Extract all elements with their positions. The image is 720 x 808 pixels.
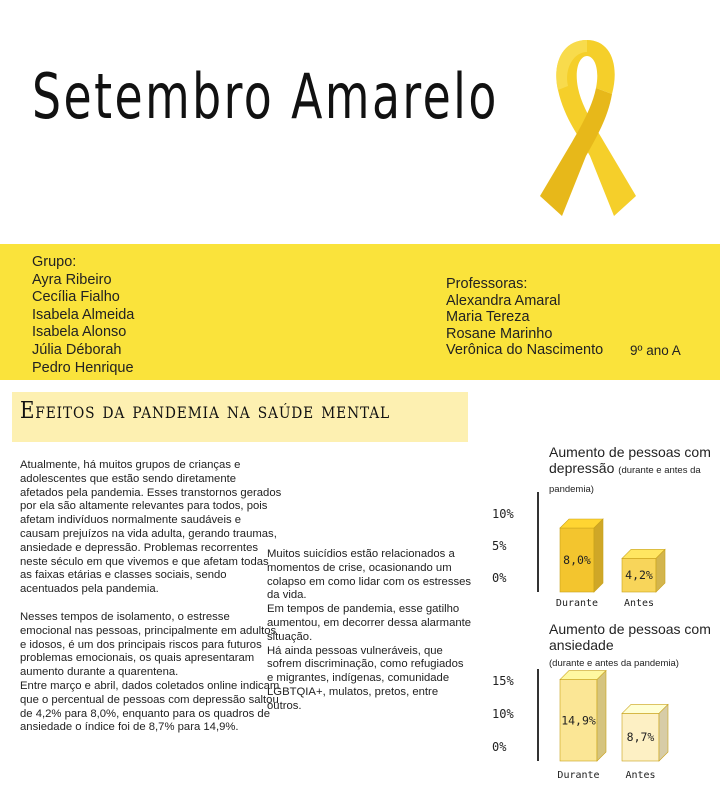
bar-value-label: 14,9% [561, 713, 596, 728]
text-column-middle [267, 548, 472, 714]
chart-note: (durante e antes da pandemia) [549, 658, 679, 669]
chart-title-text: Aumento de pessoas com depressão [549, 444, 711, 476]
teachers-label: Professoras: [446, 276, 528, 292]
paragraph: Entre março e abril, dados coletados online indicam que o percentual de pessoas com depressão saltou de 4,2% para 8,0%, enquanto para os quadros de ansiedade o índice foi de 8,7% para 14,9%. [20, 679, 280, 734]
grade-label: 9º ano A [630, 343, 681, 358]
chart-title-text: Aumento de pessoas com ansiedade [549, 621, 711, 653]
bar-value-label: 8,7% [626, 730, 655, 745]
category-label: Durante [555, 598, 599, 609]
y-tick-label: 0% [492, 740, 507, 754]
group-member: Isabela Almeida [32, 306, 135, 323]
bar-side-face [659, 704, 668, 761]
group-member: Júlia Déborah [32, 341, 122, 358]
bar-value-label: 8,0% [563, 553, 591, 567]
category-label: Durante [557, 770, 600, 781]
group-label: Grupo: [32, 254, 77, 270]
y-tick-label: 15% [492, 674, 514, 688]
group-member: Cecília Fialho [32, 289, 120, 306]
group-member: Isabela Alonso [32, 324, 127, 341]
anxiety-chart [480, 665, 720, 785]
teacher-name: Maria Tereza [446, 309, 530, 325]
yellow-ribbon-icon [532, 34, 642, 220]
category-label: Antes [623, 598, 655, 609]
y-tick-label: 5% [492, 539, 507, 553]
paragraph: Há ainda pessoas vulneráveis, que sofrem discriminação, como refugiados e migrantes, indígenas, comunidade LGBTQIA+, mulatos, pretos, entre outros. [267, 644, 464, 712]
teacher-name: Alexandra Amaral [446, 292, 561, 309]
group-member: Ayra Ribeiro [32, 271, 112, 288]
paragraph: Nesses tempos de isolamento, o estresse emocional nas pessoas, principalmente em adultos e idosos, é um dos principais riscos para futuros problemas emocionais, os quais apresentaram aumento durante a quarentena. [20, 610, 277, 679]
y-tick-label: 10% [492, 707, 514, 721]
chart-note: (durante e antes da pandemia) [549, 465, 701, 495]
paragraph: Em tempos de pandemia, esse gatilho aumentou, em decorrer dessa alarmante situação. [267, 603, 472, 643]
section-title: Efeitos da pandemia na saúde mental [20, 398, 391, 424]
teachers-list [446, 276, 603, 359]
depression-chart [480, 488, 720, 616]
bar-side-face [597, 671, 606, 761]
paragraph: Atualmente, há muitos grupos de crianças e adolescentes que estão sendo diretamente afetados pela pandemia. Esses transtornos gerados por ela são altamente relevantes para todos, pois afetam indivíduos normalmente saudáveis e causam prejuízos na vida adulta, gerando traumas, ansiedade e depressão. Problemas recorrentes neste século em que vivemos e que afetam todas as faixas etárias e classes sociais, sendo acentuados pela pandemia. [20, 459, 282, 596]
bar-value-label: 4,2% [625, 568, 653, 583]
paragraph: Muitos suicídios estão relacionados a momentos de crise, ocasionando um colapso em como lidar com os estresses da vida. [267, 548, 472, 602]
bar-side-face [594, 519, 603, 592]
group-member: Pedro Henrique [32, 359, 134, 376]
teacher-name: Verônica do Nascimento [446, 342, 604, 358]
y-tick-label: 10% [492, 507, 514, 521]
page-title: Setembro Amarelo [32, 60, 499, 133]
category-label: Antes [625, 770, 656, 781]
group-list [32, 254, 134, 377]
teacher-name: Rosane Marinho [446, 325, 553, 342]
y-tick-label: 0% [492, 571, 507, 585]
text-column-left [20, 459, 282, 749]
